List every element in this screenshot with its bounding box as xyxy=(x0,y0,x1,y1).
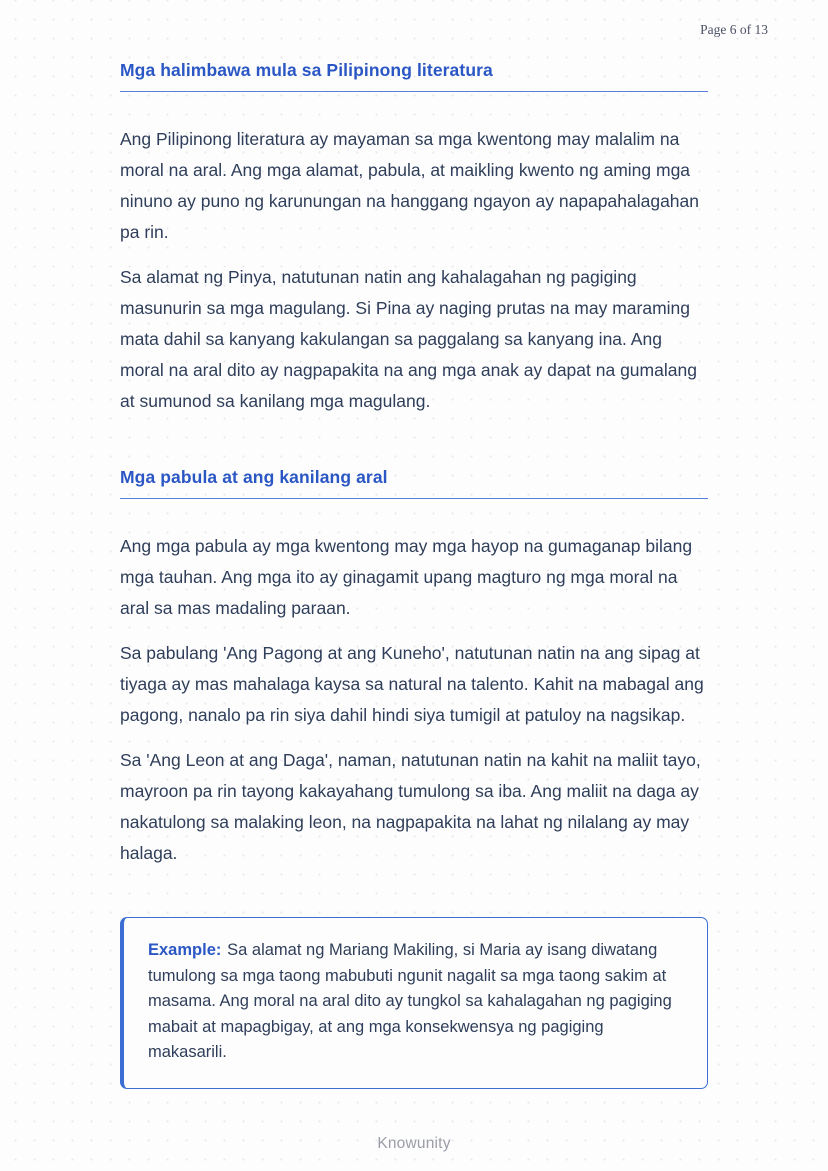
example-box xyxy=(120,917,708,1089)
paragraph: Sa pabulang 'Ang Pagong at ang Kuneho', natutunan natin na ang sipag at tiyaga ay mas mahalaga kaysa sa natural na talento. Kahit na mabagal ang pagong, nanalo pa rin siya dahil hindi siya tumigil at patuloy na nagsikap. xyxy=(120,643,704,725)
footer-brand: Knowunity xyxy=(377,1135,451,1152)
document-content xyxy=(120,60,708,1089)
section-filipino-literature xyxy=(120,60,708,417)
page-indicator: Page 6 of 13 xyxy=(700,22,768,37)
section-heading: Mga halimbawa mula sa Pilipinong literatura xyxy=(120,60,708,92)
section-heading: Mga pabula at ang kanilang aral xyxy=(120,467,708,499)
paragraph: Sa alamat ng Pinya, natutunan natin ang kahalagahan ng pagiging masunurin sa mga magulang. Si Pina ay naging prutas na may maraming mata dahil sa kanyang kakulangan sa paggalang sa kanyang ina. Ang moral na aral dito ay nagpapakita na ang mga anak ay dapat na gumalang at sumunod sa kanilang mga magulang. xyxy=(120,267,697,411)
example-label: Example: xyxy=(148,941,222,959)
page-footer xyxy=(0,1135,828,1153)
section-pabula xyxy=(120,467,708,869)
paragraph: Sa 'Ang Leon at ang Daga', naman, natutunan natin na kahit na maliit tayo, mayroon pa rin tayong kakayahang tumulong sa iba. Ang maliit na daga ay nakatulong sa malaking leon, na nagpapakita na lahat ng nilalang ay may halaga. xyxy=(120,750,701,863)
paragraph: Ang mga pabula ay mga kwentong may mga hayop na gumaganap bilang mga tauhan. Ang mga ito ay ginagamit upang magturo ng mga moral na aral sa mas madaling paraan. xyxy=(120,536,693,618)
example-body: Sa alamat ng Mariang Makiling, si Maria ay isang diwatang tumulong sa mga taong mabubuti ngunit nagalit sa mga taong sakim at masama. Ang moral na aral dito ay tungkol sa kahalagahan ng pagiging mabait at mapagbigay, at ang mga konsekwensya ng pagiging makasarili. xyxy=(148,941,672,1061)
paragraph: Ang Pilipinong literatura ay mayaman sa mga kwentong may malalim na moral na aral. Ang mga alamat, pabula, at maikling kwento ng aming mga ninuno ay puno ng karunungan na hanggang ngayon ay napapahalagahan pa rin. xyxy=(120,129,699,242)
example-text xyxy=(148,938,681,1066)
